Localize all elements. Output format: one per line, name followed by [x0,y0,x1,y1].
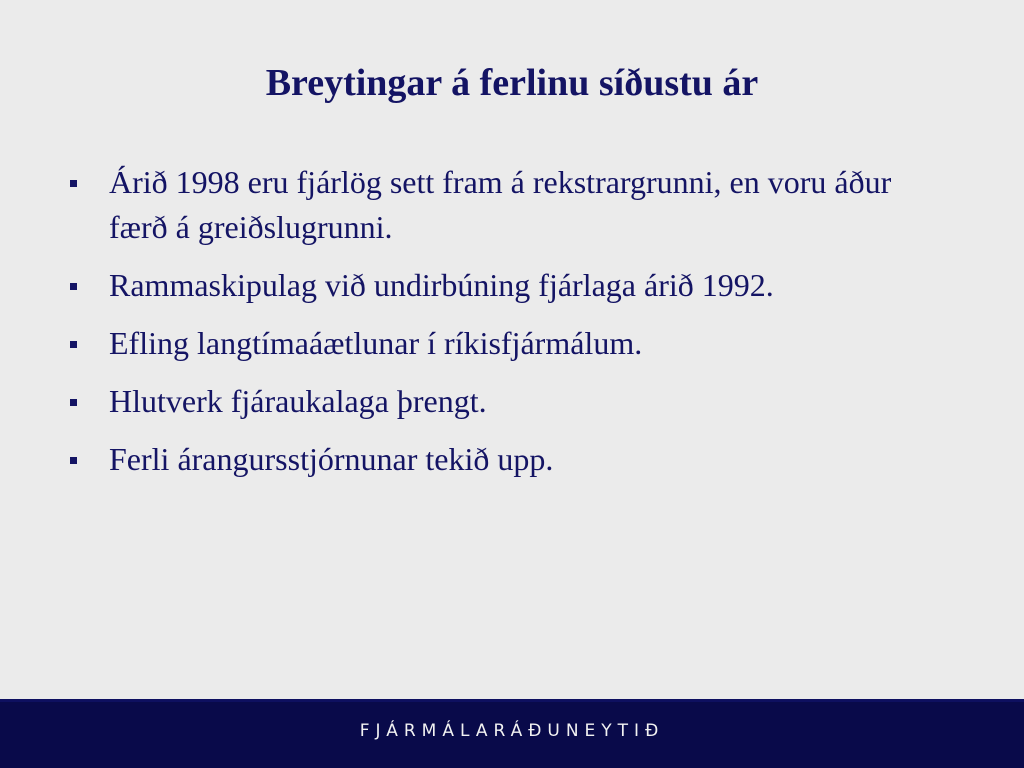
square-bullet-icon [70,283,77,290]
bullet-item [68,321,948,366]
square-bullet-icon [70,180,77,187]
bullet-text: Hlutverk fjáraukalaga þrengt. [109,383,487,419]
footer-divider [0,699,1024,702]
bullet-item [68,437,948,482]
square-bullet-icon [70,399,77,406]
bullet-item [68,263,948,308]
square-bullet-icon [70,341,77,348]
bullet-text: Efling langtímaáætlunar í ríkisfjármálum. [109,325,643,361]
square-bullet-icon [70,457,77,464]
footer-band [0,699,1024,768]
bullet-item [68,379,948,424]
bullet-text: Rammaskipulag við undirbúning fjárlaga árið 1992. [109,267,774,303]
bullet-list [68,160,948,495]
bullet-item [68,160,948,250]
bullet-text: Árið 1998 eru fjárlög sett fram á rekstrargrunni, en voru áður færð á greiðslugrunni. [109,164,892,245]
bullet-text: Ferli árangursstjórnunar tekið upp. [109,441,554,477]
slide-title: Breytingar á ferlinu síðustu ár [265,62,759,104]
footer-logo-text: FJÁRMÁLARÁÐUNEYTIÐ [359,721,665,741]
